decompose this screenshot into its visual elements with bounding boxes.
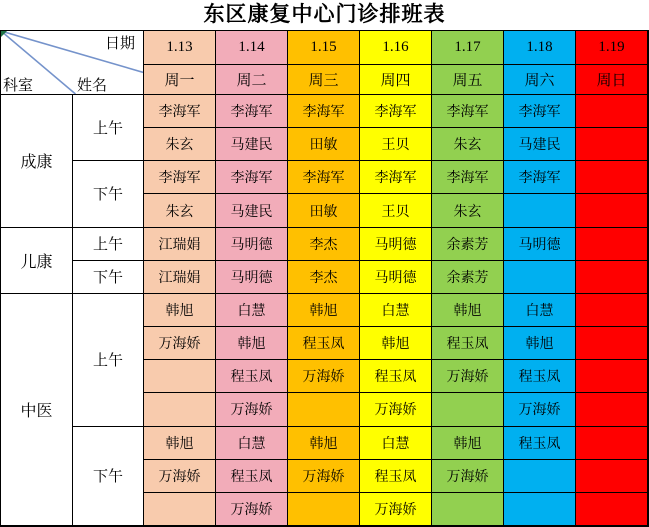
session-cell-chengkang-pm[interactable]: 下午	[73, 161, 144, 227]
schedule-cell[interactable]: 程玉凤	[360, 460, 432, 493]
schedule-cell[interactable]: 朱玄	[432, 128, 504, 161]
schedule-cell[interactable]: 万海娇	[504, 393, 576, 426]
schedule-cell[interactable]: 韩旭	[432, 427, 504, 460]
schedule-cell[interactable]: 田敏	[288, 194, 360, 227]
schedule-cell[interactable]: 马建民	[216, 194, 288, 227]
cell-error-marker-icon	[1, 31, 7, 37]
schedule-cell[interactable]	[288, 493, 360, 526]
date-header[interactable]: 1.15	[288, 31, 360, 65]
schedule-cell[interactable]: 马明德	[360, 261, 432, 294]
weekday-header[interactable]: 周一	[144, 65, 216, 95]
schedule-cell[interactable]: 李海军	[360, 161, 432, 194]
schedule-cell[interactable]: 马明德	[216, 261, 288, 294]
schedule-cell[interactable]: 李海军	[216, 161, 288, 194]
schedule-cell[interactable]: 万海娇	[288, 360, 360, 393]
department-axis-label: 科室	[3, 77, 34, 94]
session-cell-erkang-am[interactable]: 上午	[73, 228, 144, 261]
page-title: 东区康复中心门诊排班表	[203, 2, 446, 26]
schedule-cell[interactable]	[504, 493, 576, 526]
schedule-cell[interactable]: 李海军	[288, 161, 360, 194]
schedule-cell[interactable]: 韩旭	[216, 327, 288, 360]
schedule-cell[interactable]: 余素芳	[432, 228, 504, 261]
schedule-cell[interactable]	[576, 95, 648, 128]
schedule-cell[interactable]: 程玉凤	[504, 427, 576, 460]
schedule-cell[interactable]: 韩旭	[288, 294, 360, 327]
schedule-cell[interactable]: 马建民	[504, 128, 576, 161]
schedule-cell[interactable]: 李海军	[216, 95, 288, 128]
schedule-cell[interactable]: 白慧	[360, 427, 432, 460]
schedule-cell[interactable]	[576, 427, 648, 460]
schedule-cell[interactable]: 李海军	[504, 161, 576, 194]
corner-header-cell[interactable]	[1, 31, 144, 95]
schedule-cell[interactable]: 朱玄	[144, 128, 216, 161]
schedule-cell[interactable]: 马明德	[216, 228, 288, 261]
weekday-header[interactable]: 周三	[288, 65, 360, 95]
schedule-cell[interactable]: 万海娇	[360, 493, 432, 526]
date-header[interactable]: 1.13	[144, 31, 216, 65]
session-cell-zhongyi-pm[interactable]: 下午	[73, 427, 144, 526]
dept-cell-chengkang[interactable]: 成康	[1, 95, 73, 228]
schedule-cell[interactable]: 程玉凤	[504, 360, 576, 393]
date-header[interactable]: 1.16	[360, 31, 432, 65]
schedule-cell[interactable]: 韩旭	[288, 427, 360, 460]
schedule-cell[interactable]: 韩旭	[144, 294, 216, 327]
schedule-cell[interactable]: 万海娇	[360, 393, 432, 426]
schedule-cell[interactable]	[576, 460, 648, 493]
schedule-cell[interactable]: 程玉凤	[216, 360, 288, 393]
schedule-cell[interactable]: 万海娇	[288, 460, 360, 493]
schedule-cell[interactable]: 万海娇	[432, 360, 504, 393]
weekday-header[interactable]: 周四	[360, 65, 432, 95]
schedule-cell[interactable]: 白慧	[216, 294, 288, 327]
schedule-cell[interactable]: 江瑞娟	[144, 261, 216, 294]
schedule-cell[interactable]	[504, 261, 576, 294]
schedule-cell[interactable]: 程玉凤	[288, 327, 360, 360]
schedule-cell[interactable]	[576, 128, 648, 161]
schedule-cell[interactable]: 田敏	[288, 128, 360, 161]
dept-cell-zhongyi[interactable]: 中医	[1, 294, 73, 526]
date-axis-label: 日期	[104, 35, 135, 52]
date-header[interactable]: 1.14	[216, 31, 288, 65]
date-header[interactable]: 1.18	[504, 31, 576, 65]
schedule-cell[interactable]: 马建民	[216, 128, 288, 161]
schedule-cell[interactable]: 李海军	[432, 95, 504, 128]
schedule-cell[interactable]	[144, 393, 216, 426]
schedule-cell[interactable]: 韩旭	[432, 294, 504, 327]
schedule-cell[interactable]: 白慧	[360, 294, 432, 327]
schedule-cell[interactable]	[576, 261, 648, 294]
schedule-cell[interactable]	[576, 493, 648, 526]
schedule-cell[interactable]: 程玉凤	[216, 460, 288, 493]
schedule-cell[interactable]: 万海娇	[144, 460, 216, 493]
schedule-cell[interactable]: 马明德	[504, 228, 576, 261]
schedule-cell[interactable]: 程玉凤	[432, 327, 504, 360]
schedule-cell[interactable]: 李海军	[504, 95, 576, 128]
schedule-cell[interactable]	[144, 493, 216, 526]
schedule-cell[interactable]	[504, 194, 576, 227]
schedule-cell[interactable]	[144, 360, 216, 393]
schedule-cell[interactable]: 李杰	[288, 261, 360, 294]
schedule-cell[interactable]: 朱玄	[144, 194, 216, 227]
schedule-cell[interactable]: 白慧	[216, 427, 288, 460]
schedule-cell[interactable]: 朱玄	[432, 194, 504, 227]
schedule-cell[interactable]	[432, 393, 504, 426]
schedule-cell[interactable]	[432, 493, 504, 526]
schedule-cell[interactable]	[504, 460, 576, 493]
dept-cell-erkang[interactable]: 儿康	[1, 228, 73, 294]
schedule-cell[interactable]: 余素芳	[432, 261, 504, 294]
schedule-cell[interactable]: 马明德	[360, 228, 432, 261]
schedule-cell[interactable]: 韩旭	[144, 427, 216, 460]
schedule-cell[interactable]: 江瑞娟	[144, 228, 216, 261]
schedule-cell[interactable]: 程玉凤	[360, 360, 432, 393]
date-header[interactable]: 1.17	[432, 31, 504, 65]
weekday-header[interactable]: 周日	[576, 65, 648, 95]
schedule-cell[interactable]: 万海娇	[216, 493, 288, 526]
schedule-cell[interactable]: 李杰	[288, 228, 360, 261]
schedule-cell[interactable]	[288, 393, 360, 426]
schedule-cell[interactable]: 韩旭	[504, 327, 576, 360]
schedule-cell[interactable]	[576, 327, 648, 360]
schedule-cell[interactable]: 万海娇	[144, 327, 216, 360]
schedule-cell[interactable]: 韩旭	[360, 327, 432, 360]
schedule-cell[interactable]: 李海军	[288, 95, 360, 128]
schedule-cell[interactable]	[576, 360, 648, 393]
weekday-header[interactable]: 周二	[216, 65, 288, 95]
schedule-cell[interactable]	[576, 393, 648, 426]
weekday-header[interactable]: 周五	[432, 65, 504, 95]
schedule-cell[interactable]: 李海军	[144, 95, 216, 128]
schedule-cell[interactable]: 万海娇	[432, 460, 504, 493]
session-cell-erkang-pm[interactable]: 下午	[73, 261, 144, 294]
schedule-cell[interactable]	[576, 194, 648, 227]
schedule-cell[interactable]	[576, 161, 648, 194]
schedule-cell[interactable]: 白慧	[504, 294, 576, 327]
weekday-header[interactable]: 周六	[504, 65, 576, 95]
schedule-cell[interactable]: 王贝	[360, 194, 432, 227]
schedule-cell[interactable]: 王贝	[360, 128, 432, 161]
schedule-cell[interactable]: 李海军	[432, 161, 504, 194]
schedule-cell[interactable]	[576, 228, 648, 261]
schedule-cell[interactable]: 万海娇	[216, 393, 288, 426]
schedule-cell[interactable]: 李海军	[144, 161, 216, 194]
session-cell-chengkang-am[interactable]: 上午	[73, 95, 144, 161]
date-header[interactable]: 1.19	[576, 31, 648, 65]
name-axis-label: 姓名	[77, 77, 108, 94]
schedule-table	[0, 30, 649, 527]
session-cell-zhongyi-am[interactable]: 上午	[73, 294, 144, 427]
schedule-cell[interactable]: 李海军	[360, 95, 432, 128]
schedule-cell[interactable]	[576, 294, 648, 327]
